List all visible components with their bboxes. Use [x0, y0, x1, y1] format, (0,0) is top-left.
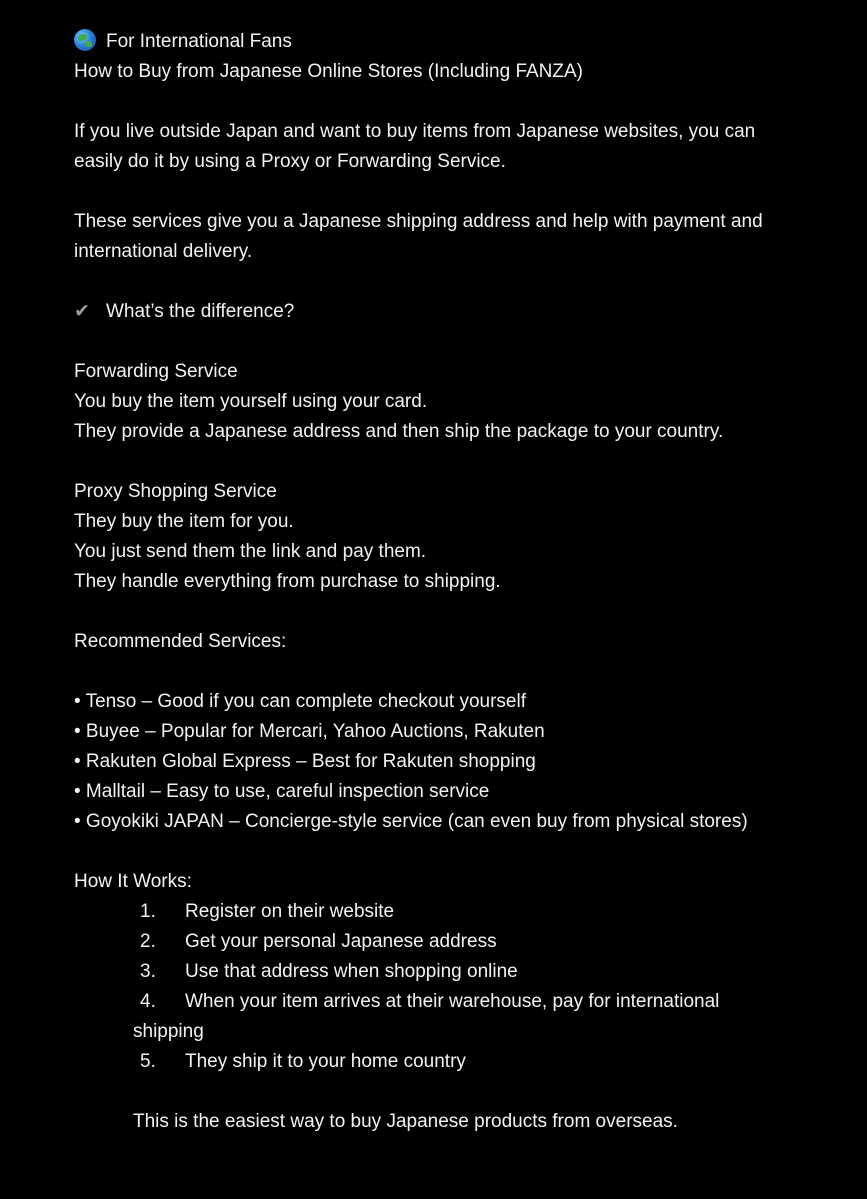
step-number: 1. [140, 901, 156, 922]
how-it-works-heading: How It Works: [74, 871, 192, 892]
document [74, 27, 854, 1137]
step-number: 4. [140, 991, 156, 1012]
step-text: Use that address when shopping online [185, 961, 518, 982]
check-icon: ✔ [74, 301, 90, 322]
forwarding-line-1: You buy the item yourself using your card. [74, 391, 428, 412]
step-text: When your item arrives at their warehouse, pay for international [185, 991, 720, 1012]
page-subtitle: How to Buy from Japanese Online Stores (Including FANZA) [74, 61, 584, 82]
step-number: 3. [140, 961, 156, 982]
closing-text: This is the easiest way to buy Japanese products from overseas. [133, 1111, 678, 1132]
forwarding-title: Forwarding Service [74, 361, 238, 382]
recommended-heading: Recommended Services: [74, 631, 287, 652]
page-title: For International Fans [106, 31, 292, 52]
difference-heading-line [74, 297, 854, 327]
service-item-tenso: • Tenso – Good if you can complete checkout yourself [74, 691, 527, 712]
step-item [74, 1047, 854, 1077]
step-item [74, 897, 854, 927]
step-number: 5. [140, 1051, 156, 1072]
step-item [74, 987, 854, 1017]
step-text-continuation: shipping [133, 1021, 204, 1042]
intro-line-1: If you live outside Japan and want to buy items from Japanese websites, you can [74, 121, 756, 142]
step-text: Register on their website [185, 901, 395, 922]
service-item-malltail: • Malltail – Easy to use, careful inspection service [74, 781, 490, 802]
title-line [74, 27, 854, 57]
forwarding-line-2: They provide a Japanese address and then ship the package to your country. [74, 421, 724, 442]
service-item-rakuten: • Rakuten Global Express – Best for Rakuten shopping [74, 751, 536, 772]
step-text: Get your personal Japanese address [185, 931, 497, 952]
proxy-line-3: They handle everything from purchase to shipping. [74, 571, 501, 592]
proxy-line-2: You just send them the link and pay them. [74, 541, 427, 562]
step-item [74, 957, 854, 987]
service-item-goyokiki: • Goyokiki JAPAN – Concierge-style service (can even buy from physical stores) [74, 811, 748, 832]
step-item [74, 927, 854, 957]
proxy-line-1: They buy the item for you. [74, 511, 294, 532]
service-item-buyee: • Buyee – Popular for Mercari, Yahoo Auctions, Rakuten [74, 721, 545, 742]
steps-list [74, 897, 854, 1077]
difference-heading: What’s the difference? [106, 301, 295, 322]
globe-icon [74, 29, 96, 51]
intro-line-2: easily do it by using a Proxy or Forwarding Service. [74, 151, 506, 172]
intro-line-4: international delivery. [74, 241, 253, 262]
proxy-title: Proxy Shopping Service [74, 481, 277, 502]
step-text: They ship it to your home country [185, 1051, 466, 1072]
intro-line-3: These services give you a Japanese shipping address and help with payment and [74, 211, 763, 232]
step-number: 2. [140, 931, 156, 952]
